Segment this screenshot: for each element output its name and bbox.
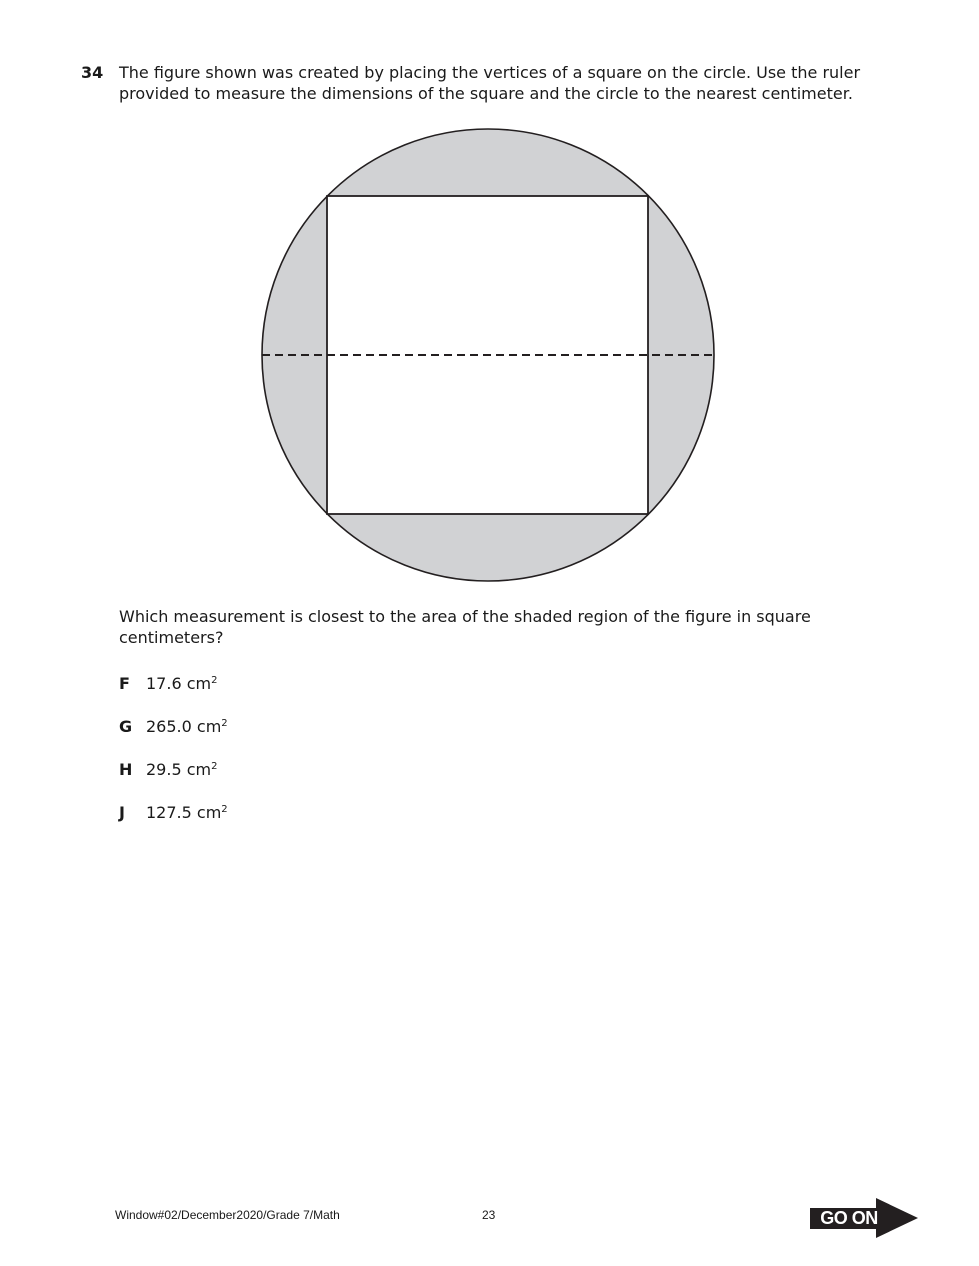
circle-square-figure <box>255 122 721 588</box>
choice-value: 29.5 cm <box>146 760 212 779</box>
answer-choice-f[interactable] <box>119 673 217 694</box>
answer-choice-h[interactable] <box>119 759 217 780</box>
choice-letter: F <box>119 674 130 693</box>
choice-value: 265.0 cm <box>146 717 222 736</box>
choice-exponent: 2 <box>221 804 228 815</box>
choice-letter: H <box>119 760 133 779</box>
question-prompt: Which measurement is closest to the area of the shaded region of the figure in square centimeters? <box>119 607 811 647</box>
answer-choice-j[interactable] <box>119 802 228 823</box>
choice-value: 127.5 cm <box>146 803 222 822</box>
page-number: 23 <box>482 1208 496 1222</box>
question-number: 34 <box>81 63 104 82</box>
answer-choice-g[interactable] <box>119 716 228 737</box>
choice-value: 17.6 cm <box>146 674 212 693</box>
choice-letter: G <box>119 717 133 736</box>
choice-letter: J <box>119 803 125 822</box>
choice-exponent: 2 <box>221 718 228 729</box>
question-text: The figure shown was created by placing the vertices of a square on the circle. Use the ruler provided to measure the dimensions of the square and the circle to the nearest centimeter. <box>119 63 861 103</box>
go-on-label: GO ON <box>820 1208 878 1228</box>
choice-exponent: 2 <box>211 761 218 772</box>
choice-exponent: 2 <box>211 675 218 686</box>
figure-svg <box>255 122 721 588</box>
footer-test-id: Window#02/December2020/Grade 7/Math <box>115 1208 340 1222</box>
go-on-badge <box>808 1197 920 1239</box>
